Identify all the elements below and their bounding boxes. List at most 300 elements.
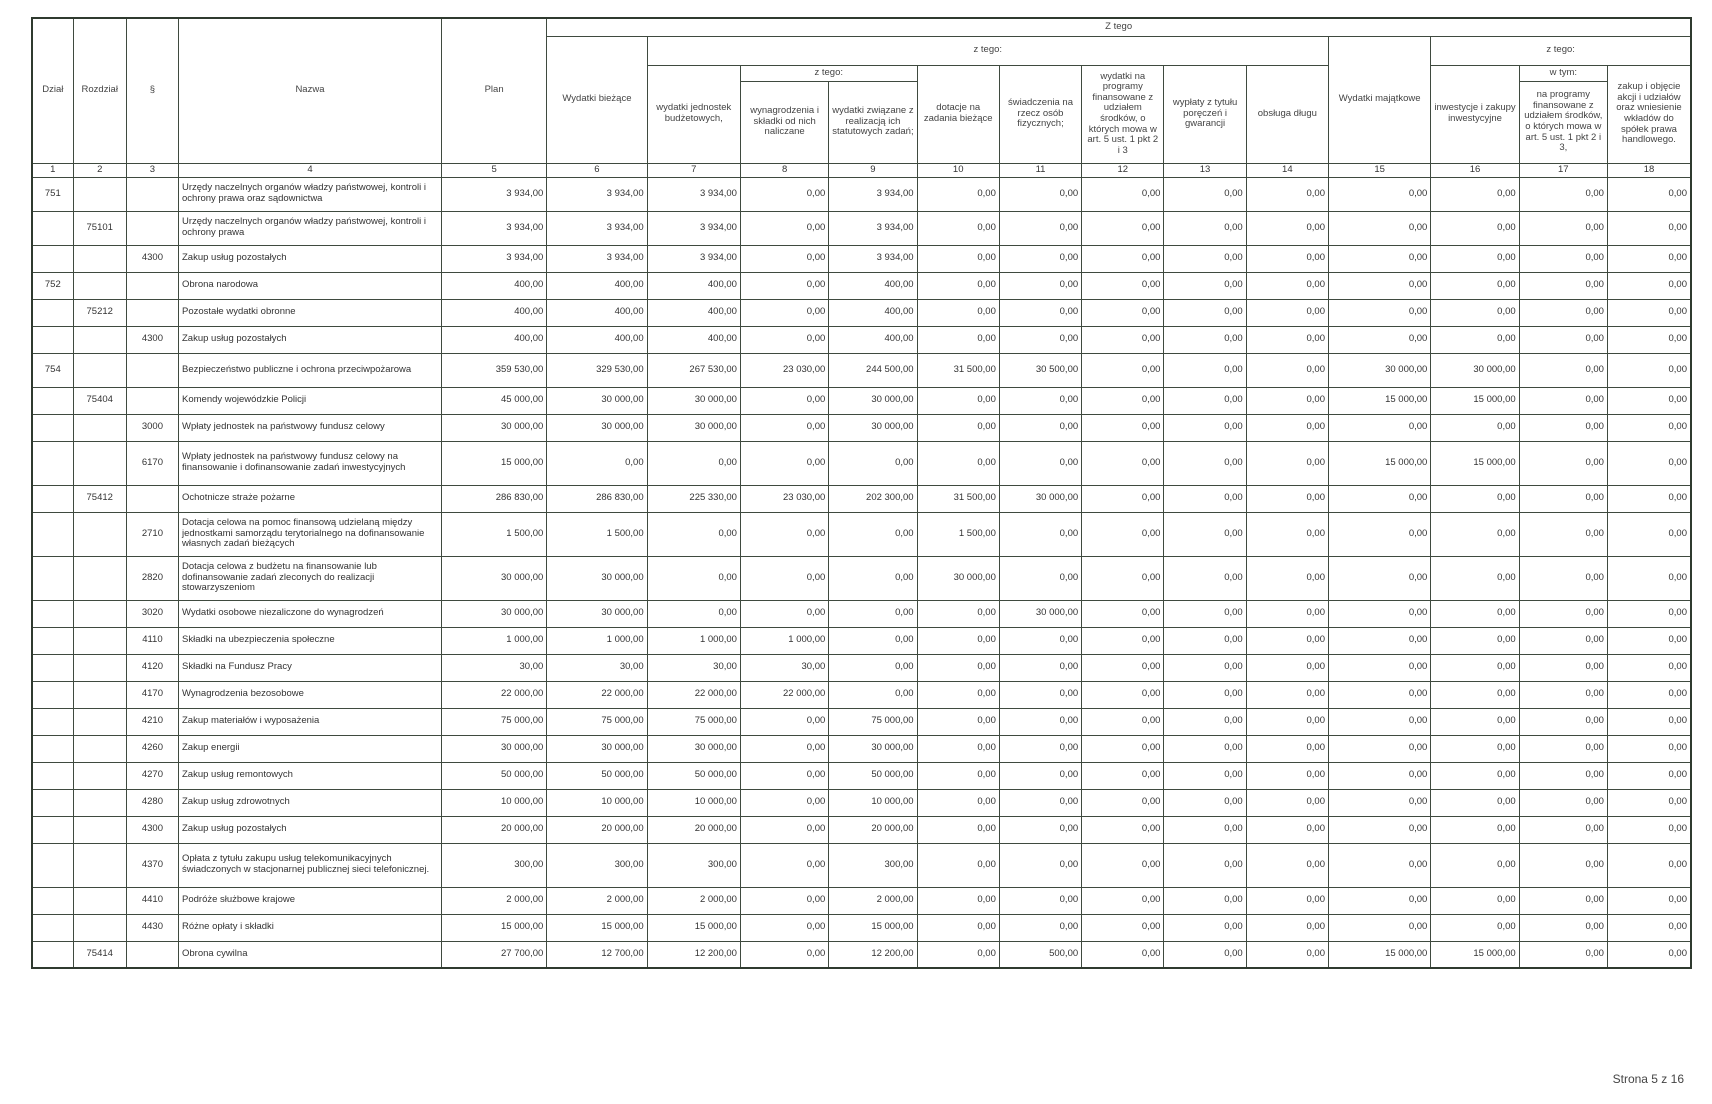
paragraf-cell [126,177,178,211]
value-cell: 0,00 [1082,211,1164,245]
value-cell: 0,00 [917,843,999,887]
column-number: 7 [647,163,740,177]
value-cell: 0,00 [1082,654,1164,681]
value-cell: 0,00 [999,735,1081,762]
rozdzial-cell [73,789,126,816]
value-cell: 30 000,00 [547,600,647,627]
paragraf-cell: 3020 [126,600,178,627]
dzial-cell [32,708,73,735]
table-row [32,299,1691,326]
value-cell: 0,00 [1082,789,1164,816]
value-cell: 0,00 [1519,353,1607,387]
name-cell: Zakup energii [179,735,442,762]
value-cell: 15 000,00 [1328,441,1430,485]
value-cell: 0,00 [1082,887,1164,914]
value-cell: 0,00 [1164,353,1246,387]
column-number: 4 [179,163,442,177]
value-cell: 0,00 [1246,816,1328,843]
value-cell: 3 934,00 [647,245,740,272]
paragraf-cell: 4170 [126,681,178,708]
rozdzial-cell [73,762,126,789]
value-cell: 0,00 [917,177,999,211]
paragraf-cell: 2820 [126,556,178,600]
value-cell: 0,00 [1164,627,1246,654]
value-cell: 0,00 [1431,299,1519,326]
value-cell: 0,00 [1431,843,1519,887]
column-number: 16 [1431,163,1519,177]
value-cell: 0,00 [1246,708,1328,735]
name-cell: Zakup usług pozostałych [179,816,442,843]
value-cell: 20 000,00 [829,816,917,843]
value-cell: 0,00 [999,654,1081,681]
paragraf-cell [126,272,178,299]
value-cell: 1 500,00 [917,512,999,556]
value-cell: 0,00 [1328,887,1430,914]
value-cell: 0,00 [1246,177,1328,211]
value-cell: 0,00 [740,914,828,941]
name-cell: Zakup materiałów i wyposażenia [179,708,442,735]
table-row [32,708,1691,735]
value-cell: 0,00 [1519,627,1607,654]
value-cell: 30 000,00 [547,735,647,762]
value-cell: 0,00 [1246,789,1328,816]
value-cell: 0,00 [1082,600,1164,627]
dzial-cell [32,441,73,485]
value-cell: 0,00 [999,556,1081,600]
value-cell: 0,00 [1607,485,1691,512]
value-cell: 0,00 [1246,414,1328,441]
name-cell: Zakup usług zdrowotnych [179,789,442,816]
value-cell: 0,00 [1519,441,1607,485]
value-cell: 400,00 [547,326,647,353]
rozdzial-cell: 75404 [73,387,126,414]
value-cell: 0,00 [1607,600,1691,627]
value-cell: 0,00 [1519,735,1607,762]
value-cell: 2 000,00 [547,887,647,914]
value-cell: 0,00 [740,708,828,735]
dzial-cell: 751 [32,177,73,211]
value-cell: 0,00 [1246,627,1328,654]
value-cell: 0,00 [917,299,999,326]
value-cell: 400,00 [829,299,917,326]
table-row [32,387,1691,414]
value-cell: 0,00 [1607,681,1691,708]
value-cell: 0,00 [1164,177,1246,211]
value-cell: 0,00 [1164,556,1246,600]
value-cell: 2 000,00 [829,887,917,914]
value-cell: 0,00 [1328,299,1430,326]
value-cell: 30 000,00 [829,735,917,762]
rozdzial-cell: 75212 [73,299,126,326]
paragraf-cell [126,485,178,512]
header-wydatki-majatkowe: Wydatki majątkowe [1328,36,1430,163]
value-cell: 286 830,00 [441,485,546,512]
table-row [32,789,1691,816]
value-cell: 0,00 [1082,762,1164,789]
value-cell: 0,00 [999,414,1081,441]
column-number: 5 [441,163,546,177]
value-cell: 15 000,00 [1431,441,1519,485]
value-cell: 0,00 [999,326,1081,353]
paragraf-cell: 4120 [126,654,178,681]
rozdzial-cell [73,556,126,600]
value-cell: 10 000,00 [547,789,647,816]
rozdzial-cell: 75101 [73,211,126,245]
value-cell: 20 000,00 [441,816,546,843]
value-cell: 45 000,00 [441,387,546,414]
value-cell: 0,00 [999,272,1081,299]
value-cell: 20 000,00 [547,816,647,843]
value-cell: 0,00 [1607,941,1691,968]
table-row [32,326,1691,353]
name-cell: Bezpieczeństwo publiczne i ochrona przeciwpożarowa [179,353,442,387]
rozdzial-cell [73,177,126,211]
value-cell: 30 000,00 [999,600,1081,627]
paragraf-cell: 4410 [126,887,178,914]
value-cell: 0,00 [1431,414,1519,441]
value-cell: 0,00 [1328,177,1430,211]
value-cell: 0,00 [1328,326,1430,353]
value-cell: 0,00 [740,272,828,299]
name-cell: Dotacja celowa na pomoc finansową udzielaną między jednostkami samorządu terytorialnego na dofinansowanie własnych zadań bieżących [179,512,442,556]
value-cell: 0,00 [1519,941,1607,968]
value-cell: 0,00 [1164,299,1246,326]
value-cell: 0,00 [1082,485,1164,512]
value-cell: 400,00 [829,272,917,299]
value-cell: 0,00 [647,441,740,485]
value-cell: 30 000,00 [547,414,647,441]
value-cell: 0,00 [1607,211,1691,245]
value-cell: 0,00 [1519,816,1607,843]
value-cell: 0,00 [740,762,828,789]
value-cell: 10 000,00 [647,789,740,816]
header-obsluga-dlugu: obsługa długu [1246,65,1328,163]
value-cell: 0,00 [1519,556,1607,600]
value-cell: 0,00 [1431,272,1519,299]
paragraf-cell: 3000 [126,414,178,441]
column-number-row [32,163,1691,177]
value-cell: 30 000,00 [441,600,546,627]
value-cell: 0,00 [999,245,1081,272]
value-cell: 0,00 [999,299,1081,326]
value-cell: 0,00 [1164,414,1246,441]
value-cell: 30 000,00 [441,735,546,762]
value-cell: 0,00 [1328,600,1430,627]
value-cell: 0,00 [1431,627,1519,654]
value-cell: 0,00 [917,816,999,843]
value-cell: 30,00 [647,654,740,681]
table-row [32,556,1691,600]
paragraf-cell: 4300 [126,326,178,353]
name-cell: Wpłaty jednostek na państwowy fundusz celowy [179,414,442,441]
value-cell: 0,00 [1431,914,1519,941]
value-cell: 3 934,00 [441,177,546,211]
value-cell: 0,00 [1431,211,1519,245]
value-cell: 0,00 [1607,708,1691,735]
value-cell: 0,00 [1607,789,1691,816]
value-cell: 0,00 [999,914,1081,941]
value-cell: 400,00 [441,272,546,299]
rozdzial-cell [73,600,126,627]
value-cell: 300,00 [647,843,740,887]
header-wynagrodzenia: wynagrodzenia i składki od nich naliczane [740,81,828,163]
value-cell: 0,00 [1246,843,1328,887]
column-number: 11 [999,163,1081,177]
header-programy-ue-majatkowe: na programy finansowane z udziałem środków, o których mowa w art. 5 ust. 1 pkt 2 i 3, [1519,81,1607,163]
value-cell: 0,00 [1164,272,1246,299]
value-cell: 1 000,00 [740,627,828,654]
value-cell: 0,00 [1164,735,1246,762]
value-cell: 50 000,00 [441,762,546,789]
value-cell: 0,00 [1607,816,1691,843]
value-cell: 0,00 [647,512,740,556]
table-row [32,762,1691,789]
value-cell: 30 000,00 [1431,353,1519,387]
value-cell: 0,00 [740,299,828,326]
value-cell: 0,00 [740,600,828,627]
value-cell: 0,00 [1328,245,1430,272]
value-cell: 30 500,00 [999,353,1081,387]
value-cell: 0,00 [829,556,917,600]
rozdzial-cell [73,735,126,762]
value-cell: 0,00 [1607,556,1691,600]
value-cell: 50 000,00 [829,762,917,789]
table-row [32,211,1691,245]
value-cell: 0,00 [1519,600,1607,627]
value-cell: 30,00 [547,654,647,681]
value-cell: 0,00 [1431,708,1519,735]
value-cell: 0,00 [1246,887,1328,914]
value-cell: 0,00 [1082,843,1164,887]
value-cell: 202 300,00 [829,485,917,512]
dzial-cell [32,600,73,627]
value-cell: 0,00 [1431,735,1519,762]
value-cell: 0,00 [1328,708,1430,735]
dzial-cell [32,627,73,654]
value-cell: 30 000,00 [647,387,740,414]
value-cell: 0,00 [999,177,1081,211]
paragraf-cell: 4270 [126,762,178,789]
value-cell: 0,00 [917,914,999,941]
paragraf-cell [126,211,178,245]
value-cell: 0,00 [1082,627,1164,654]
value-cell: 0,00 [1082,177,1164,211]
value-cell: 75 000,00 [829,708,917,735]
value-cell: 0,00 [1164,600,1246,627]
value-cell: 0,00 [1328,654,1430,681]
value-cell: 0,00 [1519,843,1607,887]
value-cell: 0,00 [1082,681,1164,708]
value-cell: 0,00 [999,789,1081,816]
value-cell: 0,00 [1246,512,1328,556]
value-cell: 22 000,00 [647,681,740,708]
value-cell: 0,00 [917,387,999,414]
value-cell: 0,00 [917,789,999,816]
table-row [32,681,1691,708]
value-cell: 0,00 [740,326,828,353]
rozdzial-cell: 75412 [73,485,126,512]
page-number: Strona 5 z 16 [1612,1072,1684,1086]
value-cell: 0,00 [1164,708,1246,735]
value-cell: 300,00 [547,843,647,887]
name-cell: Ochotnicze straże pożarne [179,485,442,512]
value-cell: 0,00 [829,681,917,708]
paragraf-cell [126,387,178,414]
header-z-tego-jednostek: z tego: [740,65,917,81]
value-cell: 0,00 [1328,762,1430,789]
dzial-cell [32,789,73,816]
value-cell: 400,00 [547,299,647,326]
paragraf-cell: 4300 [126,245,178,272]
value-cell: 22 000,00 [740,681,828,708]
column-number: 9 [829,163,917,177]
value-cell: 30 000,00 [999,485,1081,512]
value-cell: 400,00 [647,272,740,299]
value-cell: 0,00 [1607,245,1691,272]
value-cell: 15 000,00 [829,914,917,941]
value-cell: 50 000,00 [547,762,647,789]
value-cell: 0,00 [1164,211,1246,245]
value-cell: 267 530,00 [647,353,740,387]
value-cell: 12 700,00 [547,941,647,968]
value-cell: 12 200,00 [647,941,740,968]
value-cell: 0,00 [1164,485,1246,512]
header-zakup-akcji: zakup i objęcie akcji i udziałów oraz wniesienie wkładów do spółek prawa handlowego. [1607,65,1691,163]
name-cell: Wynagrodzenia bezosobowe [179,681,442,708]
value-cell: 0,00 [1328,789,1430,816]
value-cell: 0,00 [917,272,999,299]
header-poreczenia: wypłaty z tytułu poręczeń i gwarancji [1164,65,1246,163]
value-cell: 0,00 [1519,245,1607,272]
column-number: 14 [1246,163,1328,177]
column-number: 3 [126,163,178,177]
value-cell: 0,00 [1082,708,1164,735]
header-dzial: Dział [32,18,73,163]
header-inwestycje: inwestycje i zakupy inwestycyjne [1431,65,1519,163]
dzial-cell [32,654,73,681]
value-cell: 10 000,00 [829,789,917,816]
value-cell: 0,00 [1607,353,1691,387]
value-cell: 15 000,00 [1431,941,1519,968]
value-cell: 0,00 [829,512,917,556]
dzial-cell [32,414,73,441]
value-cell: 0,00 [1164,387,1246,414]
value-cell: 3 934,00 [441,211,546,245]
value-cell: 0,00 [1328,843,1430,887]
value-cell: 1 000,00 [647,627,740,654]
name-cell: Obrona narodowa [179,272,442,299]
value-cell: 0,00 [1082,735,1164,762]
value-cell: 3 934,00 [647,177,740,211]
name-cell: Wpłaty jednostek na państwowy fundusz celowy na finansowanie i dofinansowanie zadań inwestycyjnych [179,441,442,485]
header-wydatki-jednostek: wydatki jednostek budżetowych, [647,65,740,163]
value-cell: 0,00 [829,441,917,485]
value-cell: 0,00 [1519,762,1607,789]
value-cell: 0,00 [917,441,999,485]
value-cell: 0,00 [1519,512,1607,556]
value-cell: 0,00 [999,816,1081,843]
name-cell: Opłata z tytułu zakupu usług telekomunikacyjnych świadczonych w stacjonarnej publicznej sieci telefonicznej. [179,843,442,887]
value-cell: 0,00 [999,762,1081,789]
value-cell: 0,00 [999,887,1081,914]
value-cell: 359 530,00 [441,353,546,387]
table-body [32,177,1691,968]
value-cell: 15 000,00 [441,914,546,941]
value-cell: 0,00 [917,681,999,708]
value-cell: 3 934,00 [547,211,647,245]
table-row [32,843,1691,887]
table-row [32,600,1691,627]
value-cell: 0,00 [1246,387,1328,414]
paragraf-cell [126,353,178,387]
dzial-cell [32,816,73,843]
dzial-cell: 754 [32,353,73,387]
header-swiadczenia: świadczenia na rzecz osób fizycznych; [999,65,1081,163]
value-cell: 0,00 [1246,272,1328,299]
column-number: 13 [1164,163,1246,177]
table-row [32,485,1691,512]
value-cell: 0,00 [740,211,828,245]
value-cell: 0,00 [1246,299,1328,326]
value-cell: 30 000,00 [547,387,647,414]
value-cell: 400,00 [441,326,546,353]
value-cell: 30,00 [740,654,828,681]
value-cell: 0,00 [1328,211,1430,245]
dzial-cell [32,914,73,941]
table-row [32,353,1691,387]
header-programy-ue: wydatki na programy finansowane z udziałem środków, o których mowa w art. 5 ust. 1 pkt 2 i 3 [1082,65,1164,163]
value-cell: 0,00 [740,414,828,441]
value-cell: 0,00 [1607,735,1691,762]
value-cell: 0,00 [1164,654,1246,681]
value-cell: 300,00 [441,843,546,887]
dzial-cell [32,941,73,968]
name-cell: Dotacja celowa z budżetu na finansowanie lub dofinansowanie zadań zleconych do realizacji stowarzyszeniom [179,556,442,600]
value-cell: 400,00 [829,326,917,353]
value-cell: 15 000,00 [1431,387,1519,414]
rozdzial-cell [73,441,126,485]
value-cell: 0,00 [1519,387,1607,414]
value-cell: 22 000,00 [547,681,647,708]
value-cell: 0,00 [1164,245,1246,272]
header-plan: Plan [441,18,546,163]
paragraf-cell: 4210 [126,708,178,735]
value-cell: 20 000,00 [647,816,740,843]
table-row [32,735,1691,762]
name-cell: Urzędy naczelnych organów władzy państwowej, kontroli i ochrony prawa [179,211,442,245]
table-row [32,654,1691,681]
value-cell: 30 000,00 [829,387,917,414]
value-cell: 300,00 [829,843,917,887]
value-cell: 1 500,00 [441,512,546,556]
table-row [32,441,1691,485]
name-cell: Zakup usług remontowych [179,762,442,789]
header-wydatki-biezace: Wydatki bieżące [547,36,647,163]
value-cell: 0,00 [1328,485,1430,512]
dzial-cell [32,299,73,326]
value-cell: 0,00 [1082,512,1164,556]
value-cell: 400,00 [647,326,740,353]
value-cell: 225 330,00 [647,485,740,512]
dzial-cell [32,387,73,414]
value-cell: 0,00 [1164,816,1246,843]
value-cell: 0,00 [1607,387,1691,414]
column-number: 15 [1328,163,1430,177]
value-cell: 15 000,00 [441,441,546,485]
table-row [32,816,1691,843]
value-cell: 0,00 [917,735,999,762]
name-cell: Pozostałe wydatki obronne [179,299,442,326]
